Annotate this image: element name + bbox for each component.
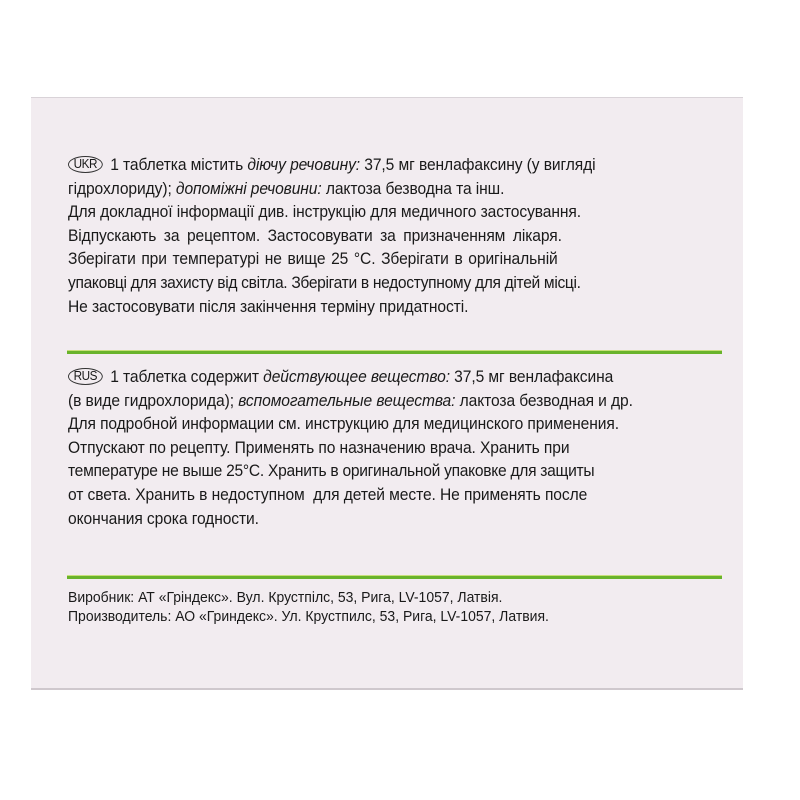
manufacturer-info [68,588,549,626]
ukrainian-section [68,153,688,318]
package-label-panel [31,97,743,690]
ukr-text: 1 таблетка містить [110,155,248,174]
green-divider [67,350,722,354]
rus-line-2 [68,389,688,413]
ukr-active-substance-label: діючу речовину: [247,155,361,174]
ukr-text: гідрохлориду); [68,178,176,198]
rus-text: 1 таблетка содержит [110,367,264,386]
rus-active-substance-label: действующее вещество: [263,367,450,386]
green-divider [67,575,722,579]
ukr-line-3: Для докладної інформації див. інструкцію для медичного застосування. [68,202,582,222]
ukr-line-4: Відпускають за рецептом. Застосовувати за призначенням лікаря. [68,225,562,245]
russian-section [68,365,688,530]
rus-text: (в виде гидрохлорида); [68,390,239,410]
rus-text: лактоза безводная и др. [455,390,633,410]
ukr-line-7: Не застосовувати після закінчення терміну придатності. [68,296,469,316]
rus-line-7: окончания срока годности. [68,508,259,528]
ukr-line-5: Зберігати при температурі не вище 25 °C. Зберігати в оригінальній [68,249,558,269]
rus-text: 37,5 мг венлафаксина [449,367,614,386]
rus-line-1 [68,365,688,389]
ukr-text: 37,5 мг венлафаксину (у вигляді [360,155,596,174]
ukr-line-2 [68,177,688,201]
rus-line-4: Отпускают по рецепту. Применять по назначению врача. Хранить при [68,437,570,457]
manufacturer-rus: Производитель: АО «Гриндекс». Ул. Крустпилс, 53, Рига, LV-1057, Латвия. [68,608,549,625]
manufacturer-ukr: Виробник: АТ «Гріндекс». Вул. Крустпілс, 53, Рига, LV-1057, Латвія. [68,589,503,606]
rus-language-badge: RUS [68,368,103,385]
rus-line-5: температуре не выше 25°C. Хранить в оригинальной упаковке для защиты [68,461,595,481]
ukr-text: лактоза безводна та інш. [321,178,505,198]
rus-line-3: Для подробной информации см. инструкцию для медицинского применения. [68,414,620,434]
rus-line-6: от света. Хранить в недоступном для детей месте. Не применять после [68,484,588,504]
ukr-language-badge: UKR [68,156,103,173]
ukr-line-6: упаковці для захисту від світла. Зберігати в недоступному для дітей місці. [68,272,581,292]
ukr-line-1 [68,153,688,177]
rus-excipients-label: вспомогательные вещества: [238,390,456,410]
ukr-excipients-label: допоміжні речовини: [175,178,322,198]
